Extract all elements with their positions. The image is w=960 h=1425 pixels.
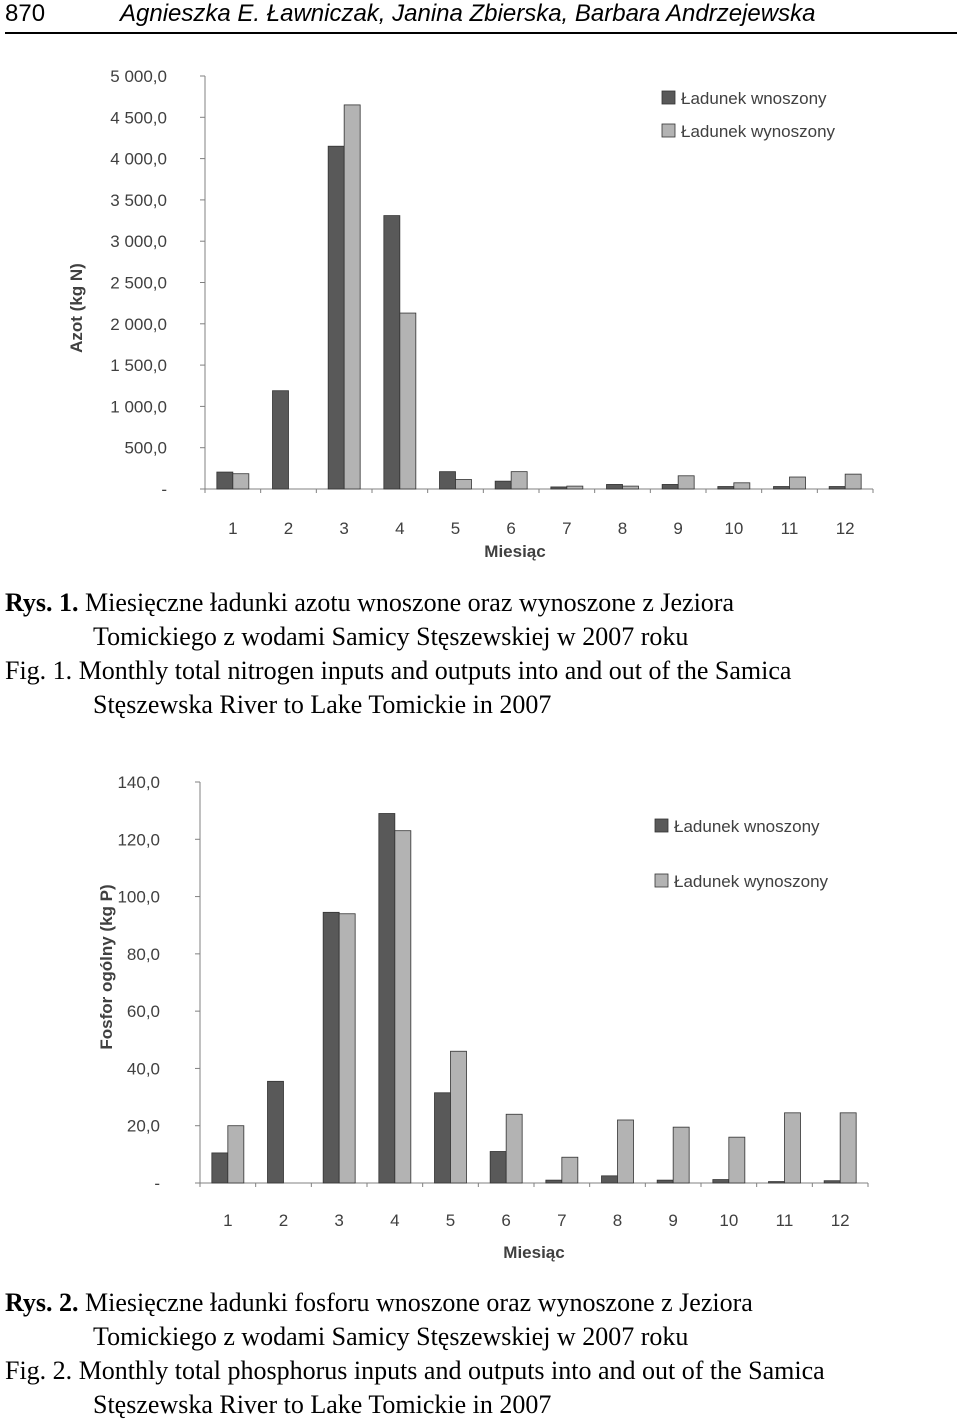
y-tick-label: 20,0	[126, 1116, 160, 1136]
x-tick-label: 8	[617, 519, 628, 538]
legend-label-outflow: Ładunek wynoszony	[681, 122, 836, 141]
bar-outflow-month-5	[456, 480, 472, 489]
x-tick-label: 9	[673, 519, 683, 538]
fig1-pl-label: Rys. 1.	[5, 588, 79, 617]
y-tick-label: -	[154, 1174, 160, 1193]
x-tick-label: 11	[780, 519, 799, 538]
x-tick-label: 6	[506, 519, 516, 538]
y-tick-label: 1 000,0	[110, 397, 167, 417]
x-tick-label: 6	[501, 1211, 511, 1230]
bar-outflow-month-10	[734, 483, 750, 489]
legend-swatch-outflow	[662, 124, 675, 137]
y-tick-label: 2 000,0	[110, 314, 167, 334]
bar-inflow-month-2	[268, 1081, 284, 1183]
x-tick-label: 1	[223, 1211, 233, 1230]
fig2-en-text-1: Monthly total phosphorus inputs and outputs into and out of the Samica	[78, 1356, 825, 1385]
x-tick-label: 8	[612, 1211, 623, 1230]
legend-swatch-inflow	[655, 819, 668, 832]
bar-outflow-month-3	[344, 105, 360, 489]
fig1-en-text-2: Stęszewska River to Lake Tomickie in 2007	[93, 690, 552, 719]
bar-outflow-month-9	[678, 476, 694, 489]
y-tick-label: 140,0	[117, 773, 160, 792]
bar-outflow-month-3	[339, 914, 355, 1183]
x-tick-label: 4	[395, 519, 405, 538]
y-tick-label: 3 000,0	[110, 232, 167, 252]
x-tick-label: 1	[228, 519, 238, 538]
y-tick-label: 60,0	[126, 1002, 160, 1022]
bar-outflow-month-9	[673, 1127, 689, 1183]
figure-1-caption	[5, 586, 955, 722]
bar-inflow-month-4	[384, 216, 400, 489]
bar-outflow-month-8	[618, 1120, 634, 1183]
bar-inflow-month-12	[824, 1181, 840, 1183]
phosphorus-chart	[0, 760, 960, 1280]
bar-inflow-month-9	[662, 484, 678, 489]
bar-outflow-month-8	[623, 486, 639, 489]
bar-inflow-month-7	[546, 1180, 562, 1183]
bar-outflow-month-4	[400, 313, 416, 489]
y-tick-label: -	[161, 480, 167, 499]
bar-inflow-month-8	[602, 1176, 618, 1183]
bar-inflow-month-7	[551, 487, 567, 489]
x-tick-label: 4	[390, 1211, 400, 1230]
x-tick-label: 7	[562, 519, 572, 538]
y-tick-label: 4 000,0	[110, 149, 167, 169]
bar-inflow-month-5	[440, 472, 456, 489]
y-axis-title: Fosfor ogólny (kg P)	[97, 884, 116, 1050]
nitrogen-chart	[0, 50, 960, 570]
x-tick-label: 12	[835, 519, 855, 538]
fig2-pl-text-1: Miesięczne ładunki fosforu wnoszone oraz wynoszone z Jeziora	[84, 1288, 753, 1317]
fig2-en-text-2: Stęszewska River to Lake Tomickie in 2007	[93, 1390, 552, 1419]
bar-outflow-month-4	[395, 831, 411, 1183]
bar-inflow-month-10	[713, 1180, 729, 1183]
bar-outflow-month-1	[233, 474, 249, 489]
bar-outflow-month-1	[228, 1126, 244, 1183]
bar-outflow-month-12	[840, 1113, 856, 1183]
fig1-pl-text-2: Tomickiego z wodami Samicy Stęszewskiej w 2007 roku	[93, 622, 689, 651]
bar-inflow-month-1	[217, 472, 233, 489]
x-axis-title: Miesiąc	[503, 1243, 565, 1262]
bar-inflow-month-3	[323, 912, 339, 1183]
page-number: 870	[5, 0, 46, 27]
y-tick-label: 500,0	[124, 438, 167, 458]
x-tick-label: 7	[557, 1211, 567, 1230]
x-tick-label: 3	[334, 1211, 344, 1230]
bar-inflow-month-6	[495, 481, 511, 489]
bar-inflow-month-11	[769, 1182, 785, 1183]
bar-inflow-month-1	[212, 1153, 228, 1183]
fig2-en-label: Fig. 2.	[5, 1356, 73, 1385]
x-tick-label: 2	[278, 1211, 289, 1230]
fig2-pl-text-2: Tomickiego z wodami Samicy Stęszewskiej w 2007 roku	[93, 1322, 689, 1351]
bar-inflow-month-10	[718, 487, 734, 489]
bar-inflow-month-9	[657, 1180, 673, 1183]
page-header	[5, 0, 957, 34]
bar-inflow-month-12	[829, 487, 845, 489]
figure-2-caption	[5, 1286, 955, 1422]
bar-inflow-month-5	[435, 1093, 451, 1183]
bar-inflow-month-2	[273, 391, 289, 489]
bar-outflow-month-5	[451, 1051, 467, 1183]
x-tick-label: 5	[450, 519, 461, 538]
legend-label-inflow: Ładunek wnoszony	[674, 817, 820, 836]
x-tick-label: 2	[283, 519, 294, 538]
bar-inflow-month-6	[490, 1151, 506, 1183]
x-tick-label: 10	[719, 1211, 739, 1230]
x-tick-label: 9	[668, 1211, 678, 1230]
fig2-pl-label: Rys. 2.	[5, 1288, 79, 1317]
bar-outflow-month-7	[562, 1157, 578, 1183]
legend-label-outflow: Ładunek wynoszony	[674, 872, 829, 891]
bar-outflow-month-6	[511, 472, 527, 489]
fig1-en-label: Fig. 1.	[5, 656, 73, 685]
bar-outflow-month-11	[790, 477, 806, 489]
x-tick-label: 11	[775, 1211, 794, 1230]
bar-outflow-month-12	[845, 474, 861, 489]
bar-outflow-month-10	[729, 1137, 745, 1183]
fig1-pl-text-1: Miesięczne ładunki azotu wnoszone oraz wynoszone z Jeziora	[84, 588, 735, 617]
y-tick-label: 2 500,0	[110, 273, 167, 293]
y-tick-label: 120,0	[117, 830, 160, 850]
bar-inflow-month-3	[328, 146, 344, 489]
bar-inflow-month-11	[774, 487, 790, 489]
bar-outflow-month-11	[785, 1113, 801, 1183]
x-tick-label: 5	[445, 1211, 456, 1230]
legend-label-inflow: Ładunek wnoszony	[681, 89, 827, 108]
bar-outflow-month-6	[506, 1114, 522, 1183]
x-tick-label: 10	[724, 519, 744, 538]
y-tick-label: 1 500,0	[110, 356, 167, 376]
bar-outflow-month-7	[567, 486, 583, 489]
y-tick-label: 40,0	[126, 1059, 160, 1079]
y-tick-label: 80,0	[126, 944, 160, 964]
x-tick-label: 3	[339, 519, 349, 538]
legend-swatch-inflow	[662, 91, 675, 104]
authors: Agnieszka E. Ławniczak, Janina Zbierska, Barbara Andrzejewska	[120, 0, 816, 27]
y-axis-title: Azot (kg N)	[67, 263, 86, 353]
bar-inflow-month-4	[379, 814, 395, 1183]
legend-swatch-outflow	[655, 874, 668, 887]
x-tick-label: 12	[830, 1211, 850, 1230]
x-axis-title: Miesiąc	[484, 542, 546, 561]
y-tick-label: 3 500,0	[110, 190, 167, 210]
fig1-en-text-1: Monthly total nitrogen inputs and outputs into and out of the Samica	[78, 656, 792, 685]
y-tick-label: 100,0	[117, 887, 160, 907]
y-tick-label: 5 000,0	[110, 67, 167, 86]
bar-inflow-month-8	[607, 484, 623, 489]
y-tick-label: 4 500,0	[110, 108, 167, 128]
